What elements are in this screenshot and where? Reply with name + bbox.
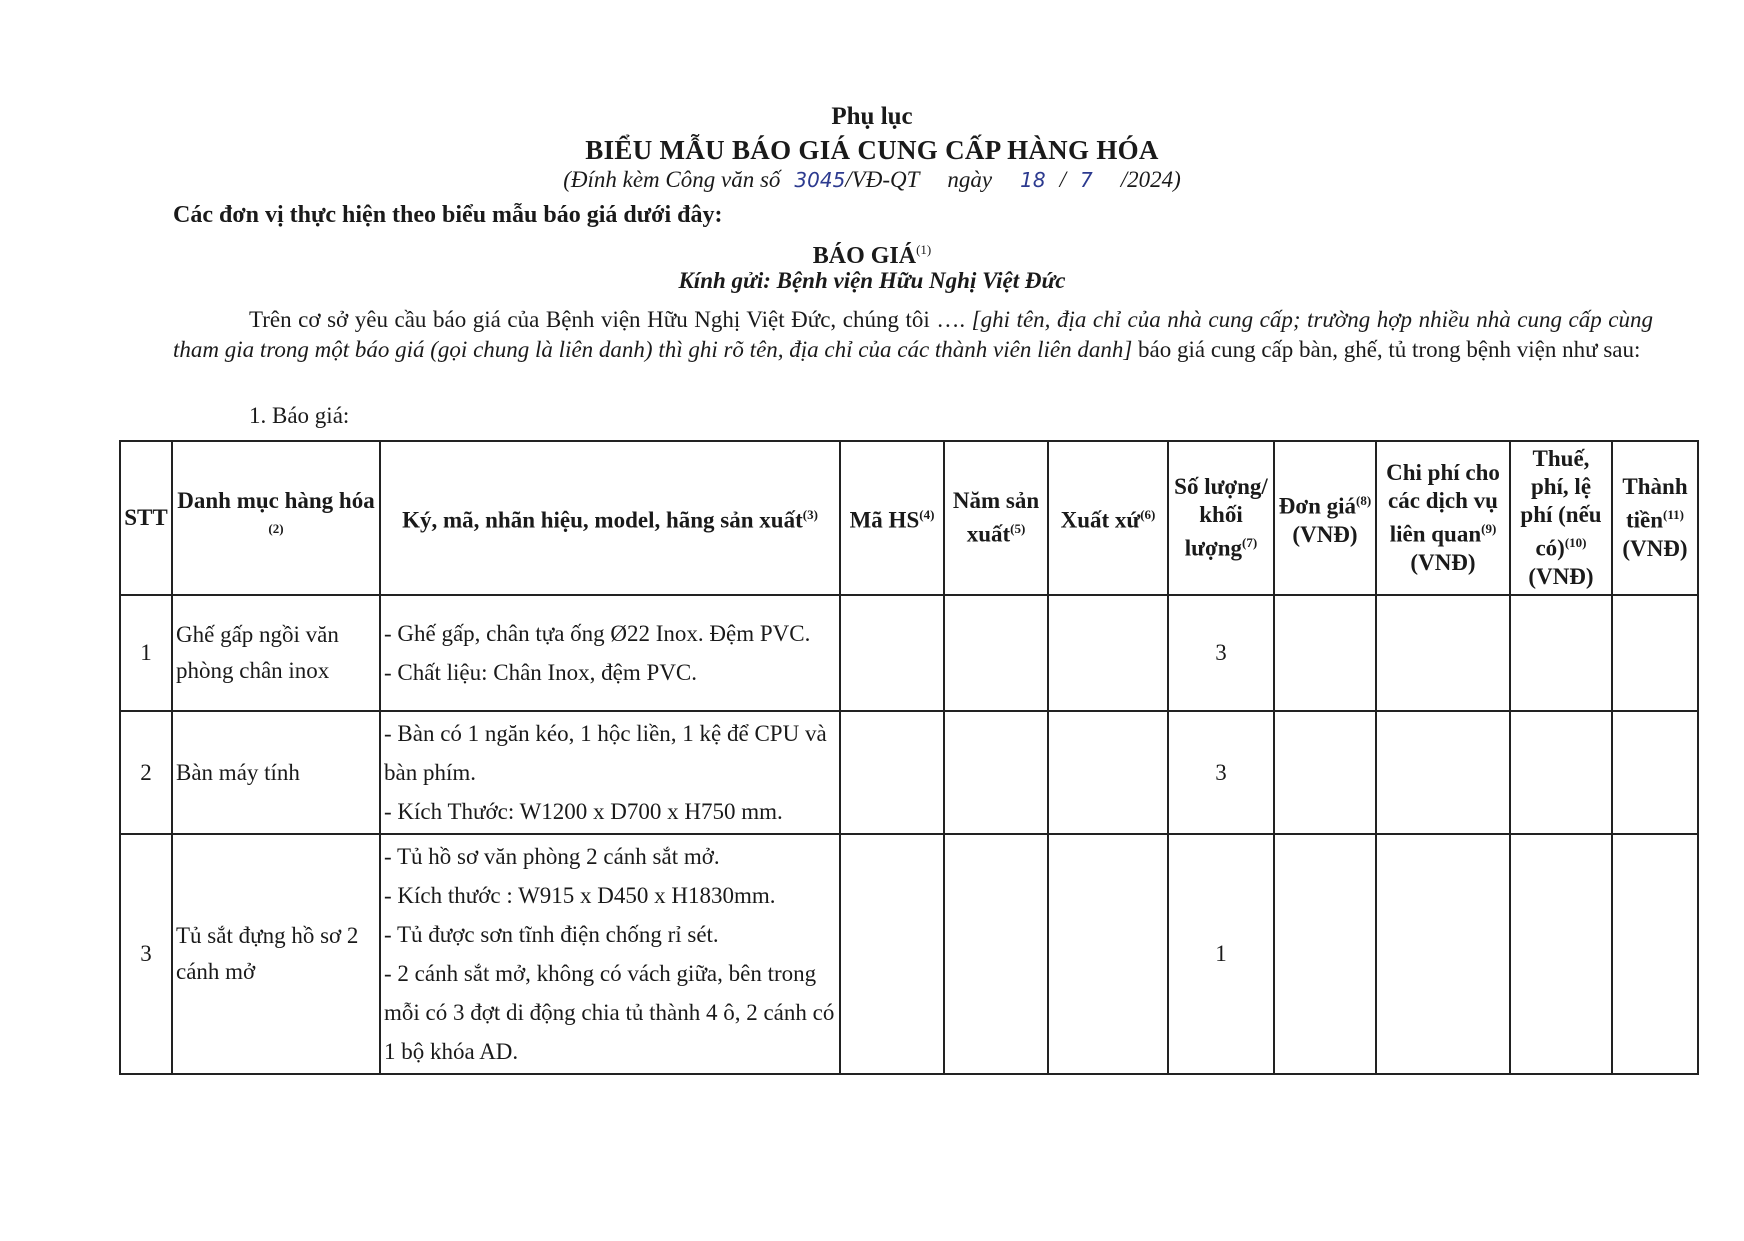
cell-tax (1510, 834, 1612, 1074)
header-model: Ký, mã, nhãn hiệu, model, hãng sản xuất$^{(3)}$ (380, 441, 840, 595)
ref-prefix: (Đính kèm Công văn số (563, 167, 781, 192)
spec-line: - Tủ được sơn tĩnh điện chống rỉ sét. (384, 922, 719, 947)
quote-title-text: BÁO GIÁ (812, 243, 917, 269)
cell-quantity: 1 (1168, 834, 1274, 1074)
cell-tax (1510, 595, 1612, 711)
header-total: Thành tiền$^{(11)}$ (VNĐ) (1612, 441, 1698, 595)
cell-total (1612, 834, 1698, 1074)
cell-hs-code (840, 711, 944, 834)
header-year: Năm sản xuất$^{(5)}$ (944, 441, 1048, 595)
cell-year (944, 834, 1048, 1074)
para-tail: báo giá cung cấp bàn, ghế, tủ trong bệnh viện như sau: (1138, 337, 1641, 362)
cell-hs-code (840, 595, 944, 711)
header-item-name: Danh mục hàng hóa $^{(2)}$ (172, 441, 380, 595)
quote-table (119, 440, 1699, 1075)
cell-service-cost (1376, 711, 1510, 834)
header-quantity: Số lượng/ khối lượng$^{(7)}$ (1168, 441, 1274, 595)
table-header-row (120, 441, 1698, 595)
cell-item-name: Bàn máy tính (172, 711, 380, 834)
cell-total (1612, 711, 1698, 834)
header-service-cost: Chi phí cho các dịch vụ liên quan$^{(9)}$ (VNĐ) (1376, 441, 1510, 595)
quote-title-note: (1) (916, 242, 932, 257)
cell-stt: 1 (120, 595, 172, 711)
cell-stt: 3 (120, 834, 172, 1074)
table-row (120, 834, 1698, 1074)
addressee: Kính gửi: Bệnh viện Hữu Nghị Việt Đức (678, 268, 1066, 293)
cell-unit-price (1274, 595, 1376, 711)
spec-line: - Kích thước : W915 x D450 x H1830mm. (384, 883, 776, 908)
form-title: BIỂU MẪU BÁO GIÁ CUNG CẤP HÀNG HÓA (585, 135, 1159, 165)
cell-tax (1510, 711, 1612, 834)
cell-unit-price (1274, 711, 1376, 834)
cell-hs-code (840, 834, 944, 1074)
reference-line (0, 164, 1744, 196)
header-hs-code: Mã HS$^{(4)}$ (840, 441, 944, 595)
ref-code: /VĐ-QT (845, 167, 920, 192)
ref-year: /2024) (1120, 167, 1181, 192)
section-heading: 1. Báo giá: (249, 403, 350, 428)
cell-origin (1048, 834, 1168, 1074)
spec-line: - Chất liệu: Chân Inox, đệm PVC. (384, 660, 698, 685)
intro-paragraph (173, 305, 1653, 365)
cell-total (1612, 595, 1698, 711)
cell-quantity: 3 (1168, 595, 1274, 711)
table-row (120, 711, 1698, 834)
ref-month-handwritten: 7 (1079, 168, 1093, 192)
instruction-text: Các đơn vị thực hiện theo biểu mẫu báo giá dưới đây: (173, 202, 723, 228)
cell-unit-price (1274, 834, 1376, 1074)
para-italic: [ghi tên, địa chỉ của nhà cung cấp; trường hợp nhiều nhà cung cấp cùng tham gia trong một báo giá (gọi chung là liên danh) thì ghi rõ tên, địa chỉ của các thành viên liên danh] (173, 307, 1654, 362)
header-unit-price: Đơn giá$^{(8)}$ (VNĐ) (1274, 441, 1376, 595)
header-origin: Xuất xứ$^{(6)}$ (1048, 441, 1168, 595)
spec-line: - Kích Thước: W1200 x D700 x H750 mm. (384, 799, 783, 824)
spec-line: - Ghế gấp, chân tựa ống Ø22 Inox. Đệm PVC. (384, 621, 811, 646)
ref-date-label: ngày (947, 167, 993, 192)
spec-line: - Bàn có 1 ngăn kéo, 1 hộc liền, 1 kệ để CPU và bàn phím. (384, 721, 827, 785)
cell-spec (380, 711, 840, 834)
header-tax: Thuế, phí, lệ phí (nếu có)$^{(10)}$ (VNĐ) (1510, 441, 1612, 595)
cell-origin (1048, 711, 1168, 834)
cell-stt: 2 (120, 711, 172, 834)
appendix-label: Phụ lục (831, 103, 913, 130)
cell-spec (380, 595, 840, 711)
spec-line: - Tủ hồ sơ văn phòng 2 cánh sắt mở. (384, 844, 720, 869)
table-row (120, 595, 1698, 711)
ref-number-handwritten: 3045 (794, 168, 846, 192)
cell-year (944, 595, 1048, 711)
spec-line: - 2 cánh sắt mở, không có vách giữa, bên trong mỗi có 3 đợt di động chia tủ thành 4 ô, 2 cánh có 1 bộ khóa AD. (384, 961, 835, 1064)
ref-slash: / (1059, 167, 1066, 192)
cell-origin (1048, 595, 1168, 711)
cell-spec (380, 834, 840, 1074)
cell-service-cost (1376, 595, 1510, 711)
cell-item-name: Tủ sắt đựng hồ sơ 2 cánh mở (172, 834, 380, 1074)
cell-service-cost (1376, 834, 1510, 1074)
cell-item-name: Ghế gấp ngồi văn phòng chân inox (172, 595, 380, 711)
para-lead: Trên cơ sở yêu cầu báo giá của Bệnh viện Hữu Nghị Việt Đức, chúng tôi …. (249, 307, 966, 332)
header-stt: STT (120, 441, 172, 595)
cell-year (944, 711, 1048, 834)
ref-day-handwritten: 18 (1020, 168, 1046, 192)
cell-quantity: 3 (1168, 711, 1274, 834)
